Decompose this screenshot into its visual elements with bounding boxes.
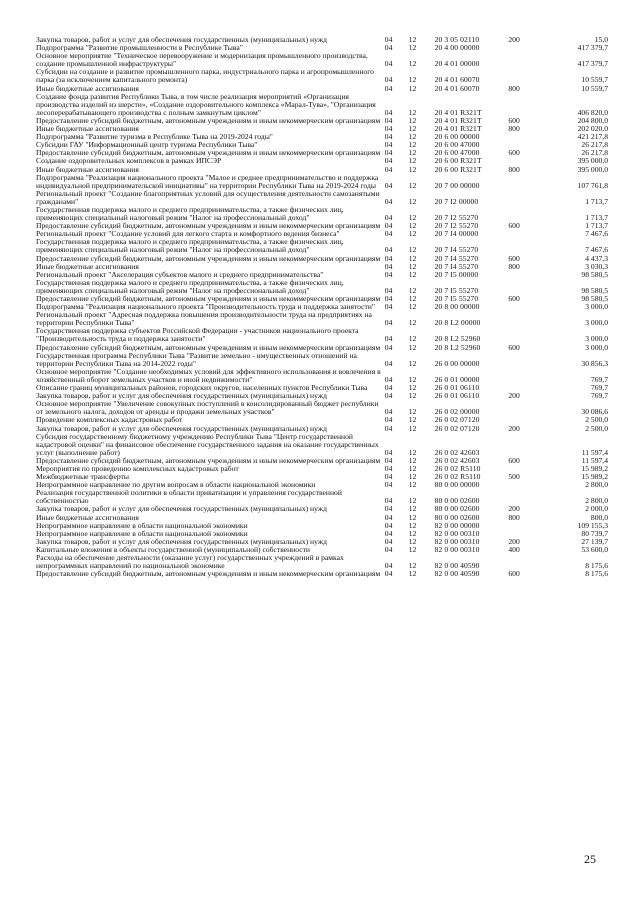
- row-amount: 98 580,5: [581, 285, 608, 295]
- row-name: Иные бюджетные ассигнования: [36, 261, 139, 271]
- table-row: [36, 190, 608, 206]
- row-name: Государственная поддержка малого и среднего предпринимательства, а также физических лиц, применяющих специальный налоговый режим "Налог на профессиональный доход": [36, 204, 344, 223]
- row-expense-type: 600: [508, 294, 520, 303]
- row-expense-type: 800: [508, 83, 520, 93]
- row-name: Иные бюджетные ассигнования: [36, 83, 139, 93]
- row-expense-type: 200: [508, 536, 520, 546]
- row-target-article: 20 7 I4 55270: [434, 253, 479, 263]
- row-expense-type: 800: [508, 261, 520, 271]
- row-target-article: 20 4 01 00000: [434, 59, 480, 69]
- row-expense-type: 200: [508, 391, 520, 401]
- row-section: 04: [384, 415, 393, 425]
- row-section: 04: [384, 423, 393, 433]
- row-target-article: 82 0 00 40590: [434, 561, 480, 571]
- row-name: Межбюджетные трансферты: [36, 472, 129, 482]
- row-name: Иные бюджетные ассигнования: [36, 512, 139, 522]
- table-row: [36, 52, 608, 68]
- row-target-article: 20 4 01 R321Т: [434, 115, 482, 125]
- row-target-article: 20 7 00 00000: [434, 180, 480, 190]
- row-section: 04: [384, 148, 393, 158]
- row-section: 04: [384, 569, 393, 579]
- table-row: [36, 489, 608, 505]
- row-target-article: 20 6 00 47000: [434, 140, 480, 150]
- row-expense-type: 200: [508, 35, 520, 44]
- row-section: 04: [384, 213, 393, 223]
- row-name: Описание границ муниципальных районов, городских округов, населенных пунктов Республики Тыва: [36, 383, 368, 393]
- row-name: Непрограммное направление в области национальной экономики: [36, 528, 248, 538]
- row-subsection: 12: [408, 140, 417, 150]
- row-section: 04: [384, 180, 393, 190]
- row-amount: 2 800,0: [585, 480, 608, 490]
- table-row: [36, 400, 608, 416]
- row-target-article: 26 0 00 00000: [434, 358, 480, 368]
- row-subsection: 12: [408, 285, 417, 295]
- row-amount: 8 175,6: [585, 569, 608, 579]
- row-section: 04: [384, 374, 393, 384]
- row-section: 04: [384, 391, 393, 401]
- row-name: Предоставление субсидий бюджетным, автономным учреждениям и иным некоммерческим организациям: [36, 294, 381, 303]
- row-section: 04: [384, 140, 393, 150]
- row-amount: 10 559,7: [581, 83, 608, 93]
- row-amount: 2 500,0: [585, 415, 608, 425]
- row-section: 04: [384, 107, 393, 117]
- row-target-article: 80 0 00 02600: [434, 504, 480, 514]
- row-name: Субсидии на создание и развитие промышленного парка, индустриального парка и агропромышленного парка (за исключением капитального ремонта): [36, 67, 374, 85]
- row-target-article: 20 8 L2 52960: [434, 342, 481, 352]
- table-row: [36, 352, 608, 368]
- row-name: Предоставление субсидий бюджетным, автономным учреждениям и иным некоммерческим организациям: [36, 569, 381, 579]
- table-row: [36, 68, 608, 84]
- row-section: 04: [384, 512, 393, 522]
- row-name: Создание оздоровительных комплексов в рамках ИПСЭР: [36, 156, 222, 166]
- row-expense-type: 800: [508, 124, 520, 134]
- row-subsection: 12: [408, 229, 417, 239]
- row-section: 04: [384, 528, 393, 538]
- row-subsection: 12: [408, 294, 417, 303]
- row-target-article: 82 0 00 00310: [434, 544, 480, 554]
- row-subsection: 12: [408, 504, 417, 514]
- row-name: Непрограммное направление по другим вопросам в области национальной экономики: [36, 480, 316, 490]
- row-section: 04: [384, 544, 393, 554]
- row-expense-type: 600: [508, 342, 520, 352]
- table-row: [36, 238, 608, 254]
- row-expense-type: 600: [508, 455, 520, 465]
- row-amount: 769,7: [590, 383, 608, 393]
- row-amount: 1 713,7: [585, 196, 608, 206]
- row-section: 04: [384, 536, 393, 546]
- row-target-article: 20 4 01 60070: [434, 83, 480, 93]
- row-section: 04: [384, 561, 393, 571]
- row-target-article: 26 0 01 00000: [434, 374, 480, 384]
- row-name: Иные бюджетные ассигнования: [36, 124, 139, 134]
- row-section: 04: [384, 196, 393, 206]
- row-section: 04: [384, 221, 393, 231]
- row-target-article: 20 8 L2 52960: [434, 334, 481, 344]
- row-name: Реализация государственной политики в области приватизации и управления государственной собственностью: [36, 488, 342, 506]
- row-amount: 417 379,7: [577, 43, 608, 53]
- row-subsection: 12: [408, 528, 417, 538]
- row-subsection: 12: [408, 148, 417, 158]
- row-target-article: 26 0 01 06110: [434, 383, 480, 393]
- row-section: 04: [384, 480, 393, 490]
- row-subsection: 12: [408, 544, 417, 554]
- row-subsection: 12: [408, 269, 417, 279]
- row-amount: 7 467,6: [585, 229, 608, 239]
- row-amount: 15,0: [594, 35, 608, 44]
- row-section: 04: [384, 229, 393, 239]
- row-target-article: 26 0 02 00000: [434, 407, 480, 417]
- table-row: [36, 206, 608, 222]
- row-amount: 202 020,0: [577, 124, 608, 134]
- row-expense-type: 600: [508, 253, 520, 263]
- row-subsection: 12: [408, 107, 417, 117]
- row-section: 04: [384, 504, 393, 514]
- row-amount: 1 713,7: [585, 221, 608, 231]
- row-name: Предоставление субсидий бюджетным, автономным учреждениям и иным некоммерческим организациям: [36, 342, 381, 352]
- row-section: 04: [384, 59, 393, 69]
- row-target-article: 20 3 05 02110: [434, 35, 480, 44]
- row-target-article: 20 4 01 R321Т: [434, 107, 482, 117]
- row-name: Закупка товаров, работ и услуг для обеспечения государственных (муниципальных) нужд: [36, 504, 327, 514]
- row-amount: 406 820,0: [577, 107, 608, 117]
- row-section: 04: [384, 318, 393, 328]
- row-amount: 395 000,0: [577, 164, 608, 174]
- row-subsection: 12: [408, 447, 417, 457]
- row-subsection: 12: [408, 423, 417, 433]
- row-name: Закупка товаров, работ и услуг для обеспечения государственных (муниципальных) нужд: [36, 423, 327, 433]
- row-subsection: 12: [408, 407, 417, 417]
- row-expense-type: 800: [508, 512, 520, 522]
- row-subsection: 12: [408, 569, 417, 579]
- row-subsection: 12: [408, 261, 417, 271]
- row-expense-type: 600: [508, 148, 520, 158]
- row-subsection: 12: [408, 472, 417, 482]
- row-name: Проведение комплексных кадастровых работ: [36, 415, 183, 425]
- row-section: 04: [384, 75, 393, 85]
- row-section: 04: [384, 407, 393, 417]
- row-subsection: 12: [408, 520, 417, 530]
- row-subsection: 12: [408, 115, 417, 125]
- row-name: Иные бюджетные ассигнования: [36, 164, 139, 174]
- row-section: 04: [384, 496, 393, 506]
- row-section: 04: [384, 383, 393, 393]
- row-subsection: 12: [408, 334, 417, 344]
- table-row: [36, 433, 608, 457]
- row-subsection: 12: [408, 383, 417, 393]
- row-subsection: 12: [408, 415, 417, 425]
- row-section: 04: [384, 334, 393, 344]
- row-target-article: 20 7 I2 00000: [434, 196, 479, 206]
- row-name: Основное мероприятие "Техническое перевооружение и модернизация промышленного производства, создание промышленной инфраструктуры": [36, 51, 368, 69]
- row-amount: 2 800,0: [585, 496, 608, 506]
- row-subsection: 12: [408, 358, 417, 368]
- row-amount: 15 989,2: [581, 472, 608, 482]
- row-amount: 30 856,3: [581, 358, 608, 368]
- row-name: Региональный проект "Акселерация субъектов малого и среднего предпринимательства": [36, 269, 324, 279]
- table-row: [36, 311, 608, 327]
- row-target-article: 26 0 01 06110: [434, 391, 480, 401]
- row-subsection: 12: [408, 318, 417, 328]
- row-target-article: 20 7 I2 55270: [434, 213, 479, 223]
- row-name: Основное мероприятие "Создание необходимых условий для эффективного использования и вовлечения в хозяйственный оборот земельных участков и иной недвижимости": [36, 366, 381, 384]
- row-subsection: 12: [408, 164, 417, 174]
- row-target-article: 20 6 00 R321Т: [434, 164, 482, 174]
- table-row: [36, 174, 608, 190]
- row-amount: 204 800,0: [577, 115, 608, 125]
- table-row: [36, 554, 608, 570]
- row-amount: 11 597,4: [581, 455, 608, 465]
- row-name: Закупка товаров, работ и услуг для обеспечения государственных (муниципальных) нужд: [36, 35, 327, 44]
- row-amount: 2 500,0: [585, 423, 608, 433]
- row-section: 04: [384, 342, 393, 352]
- row-subsection: 12: [408, 75, 417, 85]
- row-target-article: 82 0 00 40590: [434, 569, 480, 579]
- row-section: 04: [384, 285, 393, 295]
- row-name: Предоставление субсидий бюджетным, автономным учреждениям и иным некоммерческим организациям: [36, 455, 381, 465]
- row-target-article: 26 0 02 07120: [434, 415, 480, 425]
- row-target-article: 20 6 00 00000: [434, 132, 480, 142]
- row-section: 04: [384, 156, 393, 166]
- row-amount: 107 761,8: [577, 180, 608, 190]
- row-name: Расходы на обеспечение деятельности (оказание услуг) государственных учреждений в рамках непрограммных направлений по национальной экономике: [36, 553, 344, 571]
- row-target-article: 80 0 00 02600: [434, 512, 480, 522]
- table-row: [36, 279, 608, 295]
- row-section: 04: [384, 302, 393, 312]
- row-subsection: 12: [408, 43, 417, 53]
- row-subsection: 12: [408, 213, 417, 223]
- row-name: Создание фонда развития Республики Тыва, в том числе реализация мероприятий «Организация производства изделий из шерсти», «Создание оздоровительного комплекса «Марал-Тува», "Организация лесоперерабатывающего производства с полным замкнутым циклом": [36, 91, 376, 117]
- row-subsection: 12: [408, 480, 417, 490]
- row-name: Региональный проект "Создание условий для легкого старта и комфортного ведения бизнеса": [36, 229, 340, 239]
- row-target-article: 20 4 01 R321Т: [434, 124, 482, 134]
- row-section: 04: [384, 83, 393, 93]
- row-amount: 11 597,4: [581, 447, 608, 457]
- row-subsection: 12: [408, 59, 417, 69]
- row-amount: 80 739,7: [581, 528, 608, 538]
- row-amount: 421 217,8: [577, 132, 608, 142]
- table-row: [36, 93, 608, 117]
- row-subsection: 12: [408, 374, 417, 384]
- row-section: 04: [384, 294, 393, 303]
- row-subsection: 12: [408, 463, 417, 473]
- row-name: Субсидия государственному бюджетному учреждению Республики Тыва "Центр государственной кадастровой оценки" на финансовое обеспечение государственного задания на оказание государственных услуг (выполнение работ): [36, 431, 379, 457]
- row-target-article: 20 7 I4 55270: [434, 245, 479, 255]
- row-amount: 15 989,2: [581, 463, 608, 473]
- row-section: 04: [384, 463, 393, 473]
- row-name: Субсидии ГАУ "Информационный центр туризма Республики Тыва": [36, 140, 258, 150]
- row-name: Предоставление субсидий бюджетным, автономным учреждениям и иным некоммерческим организациям: [36, 253, 381, 263]
- row-target-article: 26 0 02 42603: [434, 455, 480, 465]
- row-name: Региональный проект "Адресная поддержка повышения производительности труда на предприятиях на территории Республики Тыва": [36, 310, 372, 328]
- row-name: Предоставление субсидий бюджетным, автономным учреждениям и иным некоммерческим организациям: [36, 148, 381, 158]
- row-name: Государственная поддержка малого и среднего предпринимательства, а также физических лиц, применяющих специальный налоговый режим "Налог на профессиональный доход": [36, 237, 344, 255]
- row-amount: 8 175,6: [585, 561, 608, 571]
- row-amount: 769,7: [590, 374, 608, 384]
- row-subsection: 12: [408, 342, 417, 352]
- row-subsection: 12: [408, 221, 417, 231]
- row-section: 04: [384, 245, 393, 255]
- row-name: Государственная программа Республики Тыва "Развитие земельно - имущественных отношений на территории Республики Тыва на 2014-2022 годы": [36, 350, 357, 368]
- row-section: 04: [384, 455, 393, 465]
- row-subsection: 12: [408, 302, 417, 312]
- row-amount: 3 000,0: [585, 342, 608, 352]
- row-expense-type: 500: [508, 472, 520, 482]
- row-section: 04: [384, 115, 393, 125]
- row-target-article: 20 7 I5 55270: [434, 294, 479, 303]
- row-target-article: 82 0 00 00310: [434, 528, 480, 538]
- row-amount: 3 000,0: [585, 334, 608, 344]
- row-section: 04: [384, 35, 393, 44]
- row-amount: 98 580,5: [581, 269, 608, 279]
- row-subsection: 12: [408, 512, 417, 522]
- row-target-article: 20 7 I4 55270: [434, 261, 479, 271]
- row-subsection: 12: [408, 196, 417, 206]
- row-amount: 26 217,8: [581, 148, 608, 158]
- row-expense-type: 600: [508, 569, 520, 579]
- row-amount: 30 086,6: [581, 407, 608, 417]
- row-name: Государственная поддержка субъектов Российской Федерации - участников национального проекта "Производительность труда и поддержка занятости": [36, 326, 359, 344]
- row-expense-type: 600: [508, 221, 520, 231]
- row-target-article: 20 7 I4 00000: [434, 229, 479, 239]
- row-subsection: 12: [408, 132, 417, 142]
- table-row: [36, 570, 608, 578]
- row-section: 04: [384, 253, 393, 263]
- row-name: Мероприятия по проведению комплексных кадастровых работ: [36, 463, 239, 473]
- row-target-article: 20 8 L2 00000: [434, 318, 481, 328]
- row-amount: 4 437,3: [585, 253, 608, 263]
- row-expense-type: 200: [508, 504, 520, 514]
- row-expense-type: 600: [508, 115, 520, 125]
- row-target-article: 20 7 I5 00000: [434, 269, 479, 279]
- row-section: 04: [384, 132, 393, 142]
- row-amount: 3 000,0: [585, 302, 608, 312]
- row-name: Региональный проект "Создание благоприятных условий для осуществления деятельности самозанятыми гражданами": [36, 188, 380, 206]
- row-name: Подпрограмма "Реализация национального проекта "Производительность труда и поддержка занятости": [36, 302, 375, 312]
- row-target-article: 26 0 02 R5110: [434, 463, 481, 473]
- row-name: Подпрограмма "Развитие туризма в Республике Тыва на 2019-2024 годы": [36, 132, 273, 142]
- row-amount: 26 217,8: [581, 140, 608, 150]
- row-subsection: 12: [408, 35, 417, 44]
- row-expense-type: 400: [508, 544, 520, 554]
- row-name: Подпрограмма "Реализация национального проекта "Малое и среднее предпринимательство и поддержка индивидуальной предпринимательской инициативы" на территории Республики Тыва на 2019-2024 годы: [36, 172, 379, 190]
- row-amount: 7 467,6: [585, 245, 608, 255]
- row-section: 04: [384, 124, 393, 134]
- row-amount: 10 559,7: [581, 75, 608, 85]
- row-target-article: 20 7 I5 55270: [434, 285, 479, 295]
- row-amount: 800,0: [590, 512, 608, 522]
- row-amount: 53 600,0: [581, 544, 608, 554]
- row-subsection: 12: [408, 536, 417, 546]
- row-name: Государственная поддержка малого и среднего предпринимательства, а также физических лиц, применяющих специальный налоговый режим "Налог на профессиональный доход": [36, 277, 344, 295]
- row-name: Основное мероприятие "Увеличение совокупных поступлений в консолидированный бюджет республики от земельного налога, доходов от аренды и продажи земельных участков": [36, 399, 379, 417]
- row-amount: 395 000,0: [577, 156, 608, 166]
- row-target-article: 26 0 02 07120: [434, 423, 480, 433]
- row-target-article: 20 6 00 47000: [434, 148, 480, 158]
- row-target-article: 20 4 00 00000: [434, 43, 480, 53]
- row-amount: 417 379,7: [577, 59, 608, 69]
- row-subsection: 12: [408, 180, 417, 190]
- row-target-article: 20 4 01 60070: [434, 75, 480, 85]
- row-subsection: 12: [408, 156, 417, 166]
- row-subsection: 12: [408, 83, 417, 93]
- row-target-article: 20 8 00 00000: [434, 302, 480, 312]
- row-target-article: 20 7 I2 55270: [434, 221, 479, 231]
- row-target-article: 82 0 00 00310: [434, 536, 480, 546]
- row-amount: 1 713,7: [585, 213, 608, 223]
- row-section: 04: [384, 520, 393, 530]
- row-name: Непрограммное направление в области национальной экономики: [36, 520, 248, 530]
- row-section: 04: [384, 43, 393, 53]
- row-expense-type: 200: [508, 423, 520, 433]
- row-amount: 3 030,3: [585, 261, 608, 271]
- row-section: 04: [384, 358, 393, 368]
- row-amount: 3 000,0: [585, 318, 608, 328]
- row-section: 04: [384, 261, 393, 271]
- row-name: Предоставление субсидий бюджетным, автономным учреждениям и иным некоммерческим организациям: [36, 221, 381, 231]
- row-subsection: 12: [408, 561, 417, 571]
- row-subsection: 12: [408, 253, 417, 263]
- row-expense-type: 800: [508, 164, 520, 174]
- row-target-article: 80 0 00 02600: [434, 496, 480, 506]
- row-section: 04: [384, 269, 393, 279]
- row-name: Закупка товаров, работ и услуг для обеспечения государственных (муниципальных) нужд: [36, 391, 327, 401]
- row-target-article: 80 0 00 00000: [434, 480, 480, 490]
- row-name: Предоставление субсидий бюджетным, автономным учреждениям и иным некоммерческим организациям: [36, 115, 381, 125]
- row-amount: 769,7: [590, 391, 608, 401]
- page-number: 25: [584, 852, 596, 866]
- row-section: 04: [384, 164, 393, 174]
- table-row: [36, 368, 608, 384]
- row-subsection: 12: [408, 124, 417, 134]
- row-name: Закупка товаров, работ и услуг для обеспечения государственных (муниципальных) нужд: [36, 536, 327, 546]
- row-amount: 98 580,5: [581, 294, 608, 303]
- budget-table: [36, 36, 608, 578]
- row-target-article: 82 0 00 00000: [434, 520, 480, 530]
- row-subsection: 12: [408, 455, 417, 465]
- row-section: 04: [384, 447, 393, 457]
- row-target-article: 20 6 00 R321Т: [434, 156, 482, 166]
- row-subsection: 12: [408, 391, 417, 401]
- row-target-article: 26 0 02 R5110: [434, 472, 481, 482]
- row-amount: 2 000,0: [585, 504, 608, 514]
- row-subsection: 12: [408, 496, 417, 506]
- row-subsection: 12: [408, 245, 417, 255]
- row-amount: 109 155,3: [577, 520, 608, 530]
- row-name: Подпрограмма "Развитие промышленности в Республике Тыва": [36, 43, 243, 53]
- row-section: 04: [384, 472, 393, 482]
- row-target-article: 26 0 02 42603: [434, 447, 480, 457]
- table-row: [36, 327, 608, 343]
- row-amount: 27 139,7: [581, 536, 608, 546]
- row-name: Капитальные вложения в объекты государственной (муниципальной) собственности: [36, 544, 310, 554]
